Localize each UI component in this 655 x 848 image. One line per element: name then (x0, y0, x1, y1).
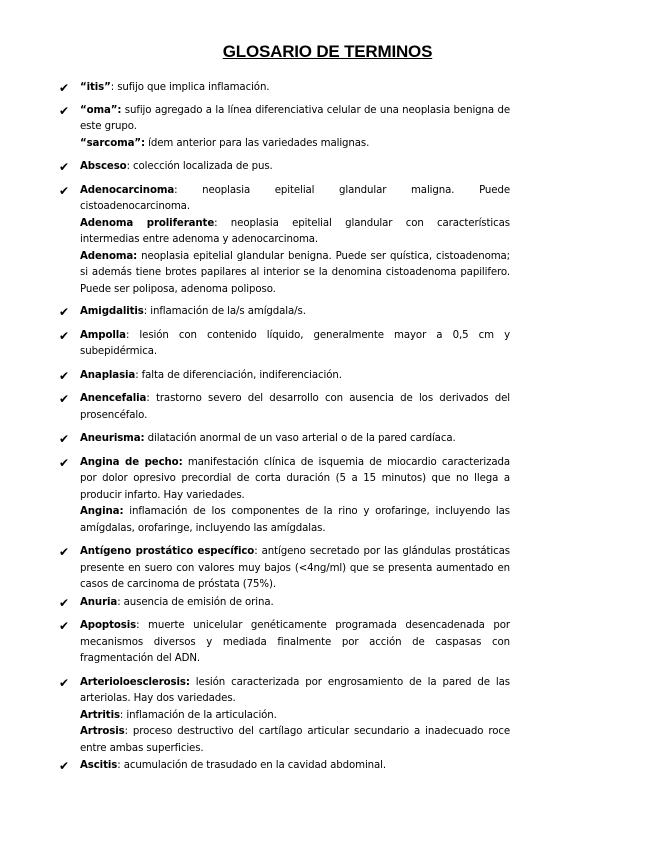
check-icon: ✔ (59, 103, 69, 118)
entry-definition: : proceso destructivo del cartílago articular secundario a inadecuado roce entre ambas superficies. (80, 726, 510, 754)
entry-term: Ascitis (80, 760, 118, 771)
entry-definition: : falta de diferenciación, indiferenciación. (135, 369, 342, 381)
entry-definition: : neoplasia epitelial glandular con características intermedias entre adenoma y adenocarcinoma. (80, 217, 510, 245)
entry-term: Angina de pecho: (80, 456, 183, 468)
glossary-entry (58, 618, 510, 668)
glossary-entry (58, 455, 510, 538)
check-icon: ✔ (59, 545, 69, 559)
glossary-entry (58, 103, 510, 153)
entry-term: Anaplasia (80, 369, 136, 381)
entry-term: Anuria (80, 596, 118, 608)
entry-term: Anencefalia (80, 393, 147, 404)
entry-definition: : trastorno severo del desarrollo con ausencia de los derivados del prosencéfalo. (80, 393, 510, 421)
glossary-entry (58, 368, 510, 385)
entry-term: Amigdalitis (80, 306, 144, 317)
entry-definition: manifestación clínica de isquemia de miocardio caracterizada por dolor opresivo precordial de corta duración (5 a 15 minutos) que no llega a producir infarto. Hay variedades. (80, 456, 510, 501)
entry-term: Antígeno prostático específico (80, 546, 255, 557)
check-icon: ✔ (59, 619, 69, 633)
glossary-entry (58, 80, 510, 97)
entry-definition: : muerte unicelular genéticamente programada desencadenada por mecanismos diversos y mediada finalmente por acción de caspasas con fragmentación del ADN. (80, 620, 510, 664)
check-icon: ✔ (59, 368, 69, 383)
glossary-entry (58, 595, 510, 612)
glossary-entry (58, 183, 510, 299)
entry-term: Aneurisma: (80, 433, 145, 444)
check-icon: ✔ (59, 305, 69, 319)
entry-definition: : acumulación de trasudado en la cavidad abdominal. (117, 760, 387, 771)
page-title: GLOSARIO DE TERMINOS (222, 42, 433, 61)
entry-term: Absceso (80, 161, 127, 172)
entry-term: Ampolla (80, 329, 126, 341)
glossary-entry (58, 544, 510, 594)
entry-term: Artrosis (80, 726, 125, 737)
glossary-entry (58, 328, 510, 361)
check-icon: ✔ (59, 759, 69, 773)
entry-definition: lesión caracterizada por engrosamiento de la pared de las arteriolas. Hay dos variedades. (80, 676, 510, 704)
check-icon: ✔ (59, 675, 69, 690)
entry-term: Adenocarcinoma (80, 184, 175, 196)
entry-term: Adenoma proliferante (80, 217, 215, 229)
entry-definition: neoplasia epitelial glandular benigna. Puede ser quística, cistoadenoma; si además tiene brotes papilares al interior se la denomina cistoadenoma papilifero. Puede ser poliposa, adenoma poliposo. (80, 250, 510, 295)
entry-definition: : antígeno secretado por las glándulas prostáticas presente en suero con valores muy bajos (<4ng/ml) que se presenta aumentado en casos de carcinoma de próstata (75%). (80, 546, 510, 590)
glossary-entry (58, 159, 510, 176)
check-icon: ✔ (59, 595, 69, 610)
entry-term: Angina: (80, 506, 124, 517)
entry-definition: inflamación de los componentes de la rino y orofaringe, incluyendo las amígdalas, orofaringe, incluyendo las amígdalas. (80, 506, 510, 534)
entry-definition: sufijo agregado a la línea diferenciativa celular de una neoplasia benigna de este grupo. (80, 104, 510, 132)
entry-term: “itis” (80, 82, 111, 93)
entry-definition: : lesión con contenido líquido, generalmente mayor a 0,5 cm y subepidérmica. (80, 329, 510, 357)
entry-term: Adenoma: (80, 250, 138, 262)
entry-definition: ídem anterior para las variedades malignas. (144, 137, 370, 149)
entry-term: “oma”: (80, 104, 122, 116)
check-icon: ✔ (59, 183, 69, 198)
entry-term: Artritis (80, 709, 120, 721)
entry-definition: : sufijo que implica inflamación. (110, 82, 270, 93)
entry-definition: : ausencia de emisión de orina. (117, 596, 274, 608)
check-icon: ✔ (59, 160, 69, 174)
glossary-list (58, 80, 510, 775)
check-icon: ✔ (59, 455, 69, 470)
entry-definition: : inflamación de la articulación. (119, 709, 277, 721)
glossary-entry (58, 431, 510, 448)
glossary-entry (58, 391, 510, 424)
check-icon: ✔ (59, 81, 69, 95)
entry-definition: : inflamación de la/s amígdala/s. (143, 306, 306, 317)
entry-definition: : neoplasia epitelial glandular maligna. Puede cistoadenocarcinoma. (80, 184, 510, 212)
check-icon: ✔ (59, 392, 69, 406)
glossary-entry (58, 758, 510, 775)
entry-term: Arterioloesclerosis: (80, 676, 190, 688)
glossary-entry (58, 675, 510, 758)
entry-definition: : colección localizada de pus. (126, 161, 273, 172)
entry-term: Apoptosis (80, 620, 137, 631)
entry-definition: dilatación anormal de un vaso arterial o de la pared cardíaca. (144, 433, 456, 444)
check-icon: ✔ (59, 432, 69, 446)
entry-term: “sarcoma”: (80, 137, 145, 149)
check-icon: ✔ (59, 328, 69, 343)
glossary-entry (58, 304, 510, 321)
